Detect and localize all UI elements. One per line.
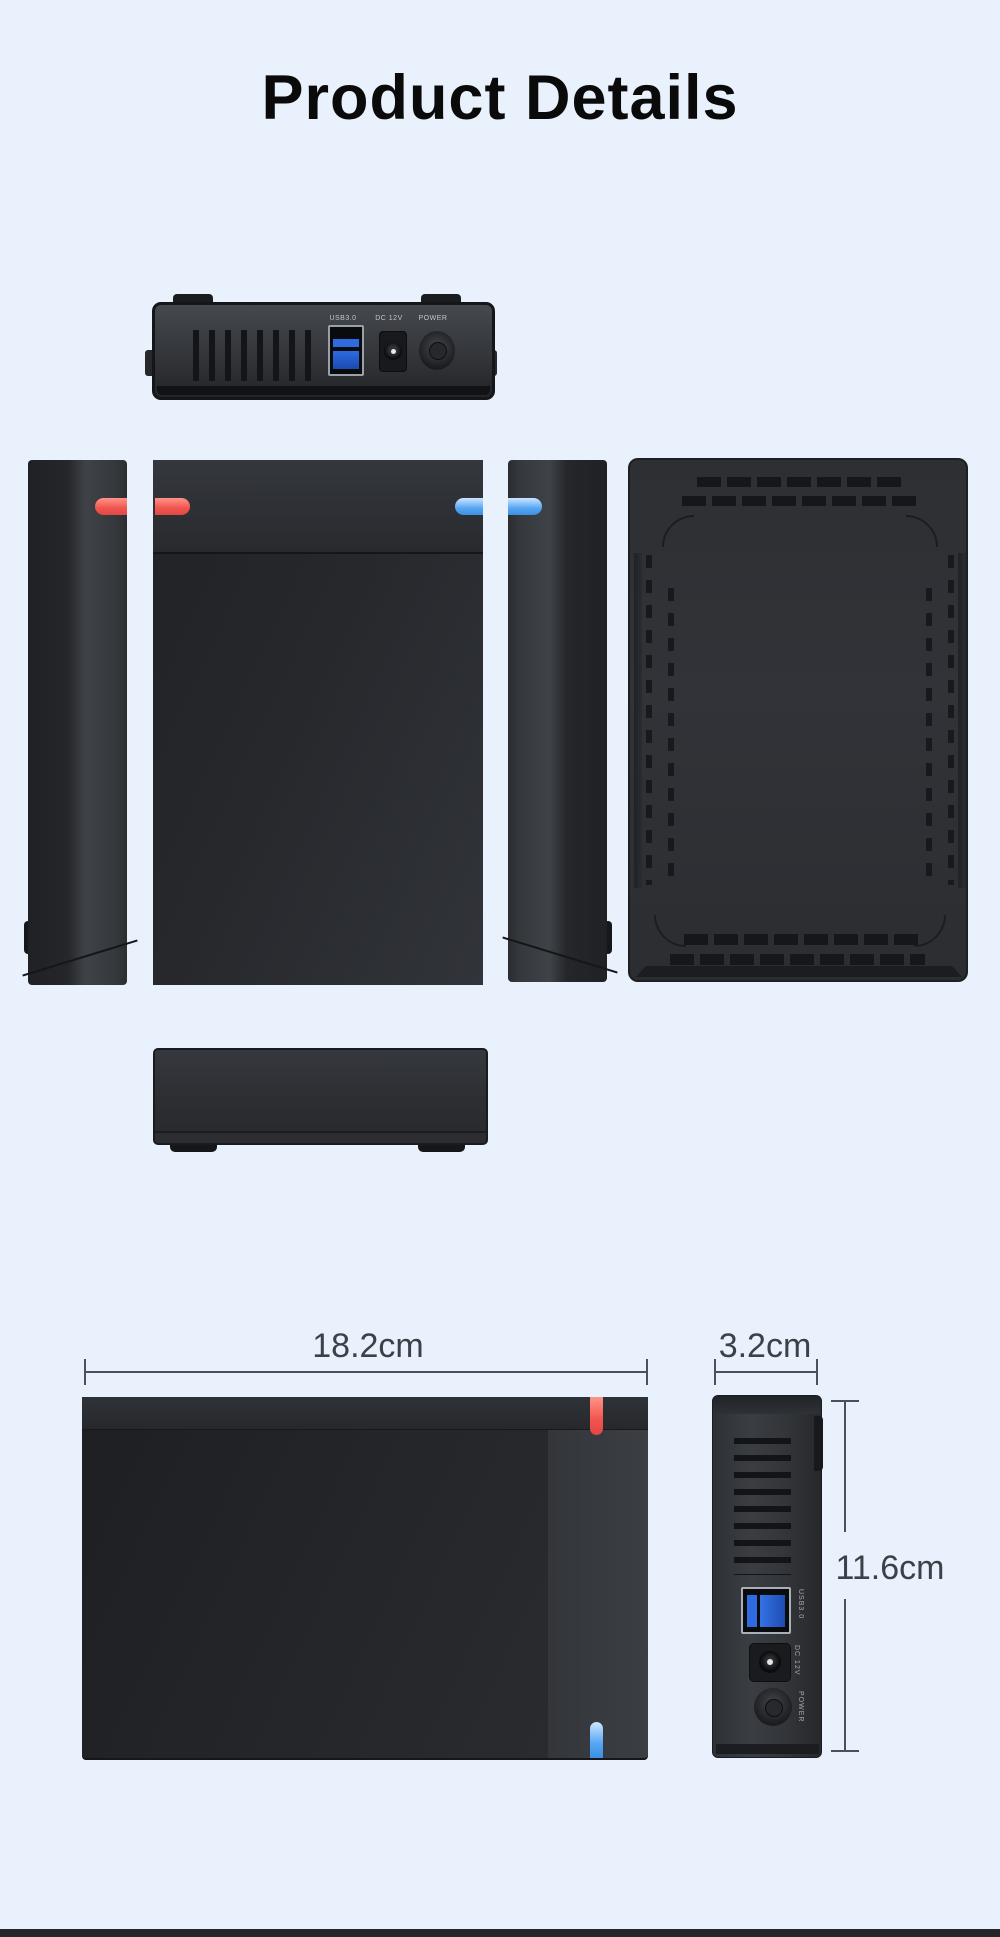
dimension-tick <box>84 1359 86 1385</box>
vent-dash-row <box>697 477 907 487</box>
usb-port-label: USB3.0 <box>329 315 357 322</box>
led-accent-red <box>590 1397 603 1435</box>
vent-slots <box>734 1438 791 1575</box>
side-groove <box>958 553 966 888</box>
vent-dash-column <box>948 555 954 885</box>
led-accent-red <box>95 498 127 515</box>
side-top-band <box>713 1396 821 1414</box>
base-stand-panel <box>153 1048 488 1145</box>
page-title: Product Details <box>261 63 739 133</box>
stand-lower-band <box>155 1133 486 1143</box>
right-side-view <box>508 460 607 982</box>
usb-connector-body <box>333 351 359 369</box>
usb-port <box>741 1587 791 1634</box>
led-accent-blue <box>508 498 542 515</box>
width-dimension-label: 18.2cm <box>312 1327 424 1365</box>
led-accent-blue <box>455 498 483 515</box>
panel-seam <box>502 937 617 974</box>
latch-clip <box>814 1416 823 1471</box>
screw-corner-arc <box>914 915 946 947</box>
dc-port-label: DC 12V <box>793 1645 800 1676</box>
left-side-view <box>28 460 127 985</box>
usb-port-label: USB3.0 <box>797 1589 804 1620</box>
dimension-tick <box>816 1359 818 1385</box>
led-accent-blue <box>590 1722 603 1758</box>
height-dimension-label: 11.6cm <box>835 1549 945 1587</box>
width-dimension-line <box>85 1371 648 1373</box>
power-button-label: POWER <box>797 1691 804 1723</box>
side-groove <box>634 553 642 888</box>
depth-dimension-label: 3.2cm <box>718 1327 812 1365</box>
usb-connector-tongue <box>333 339 359 347</box>
dc-jack-pin <box>767 1659 773 1665</box>
screw-corner-arc <box>906 515 938 547</box>
led-accent-red-segment <box>95 498 127 515</box>
usb-connector-body <box>760 1595 785 1627</box>
front-top-band <box>82 1397 648 1430</box>
dc-power-jack <box>749 1643 791 1682</box>
panel-seam <box>22 940 137 977</box>
power-button <box>419 331 455 370</box>
panel-bottom-edge <box>157 386 490 395</box>
height-dimension-line-upper <box>844 1401 846 1532</box>
vent-dash-row <box>684 934 919 945</box>
back-panel-view <box>152 302 495 400</box>
vent-dash-column <box>646 555 652 885</box>
screw-corner-arc <box>662 515 694 547</box>
power-button <box>754 1688 792 1726</box>
vent-dash-column <box>926 588 932 888</box>
usb-connector-tongue <box>747 1595 757 1627</box>
next-section-edge <box>0 1929 1000 1937</box>
front-right-section <box>548 1397 648 1758</box>
vent-dash-row <box>670 954 925 965</box>
dimension-tick <box>714 1359 716 1385</box>
power-button-cap <box>429 342 447 360</box>
front-top-band <box>153 460 483 554</box>
panel-bottom-edge <box>636 966 962 977</box>
dc-port-label: DC 12V <box>375 315 403 322</box>
vent-slots <box>193 330 321 381</box>
power-button-label: POWER <box>418 315 448 322</box>
power-button-cap <box>765 1699 783 1717</box>
usb-port <box>328 325 364 376</box>
vent-dash-row <box>682 496 922 506</box>
dimension-tick <box>646 1359 648 1385</box>
front-view-dimensioned <box>82 1397 648 1760</box>
led-accent-red <box>155 498 190 515</box>
bottom-view <box>628 458 968 982</box>
screw-corner-arc <box>654 915 686 947</box>
dimension-tick <box>831 1750 859 1752</box>
side-view-dimensioned <box>712 1395 822 1758</box>
dc-power-jack <box>379 331 407 372</box>
height-dimension-line-lower <box>844 1599 846 1751</box>
front-view <box>153 460 483 985</box>
dimension-tick <box>831 1400 859 1402</box>
depth-dimension-line <box>715 1371 818 1373</box>
vent-dash-column <box>668 588 674 888</box>
dc-jack-pin <box>391 349 396 354</box>
panel-bottom-edge <box>716 1744 819 1754</box>
